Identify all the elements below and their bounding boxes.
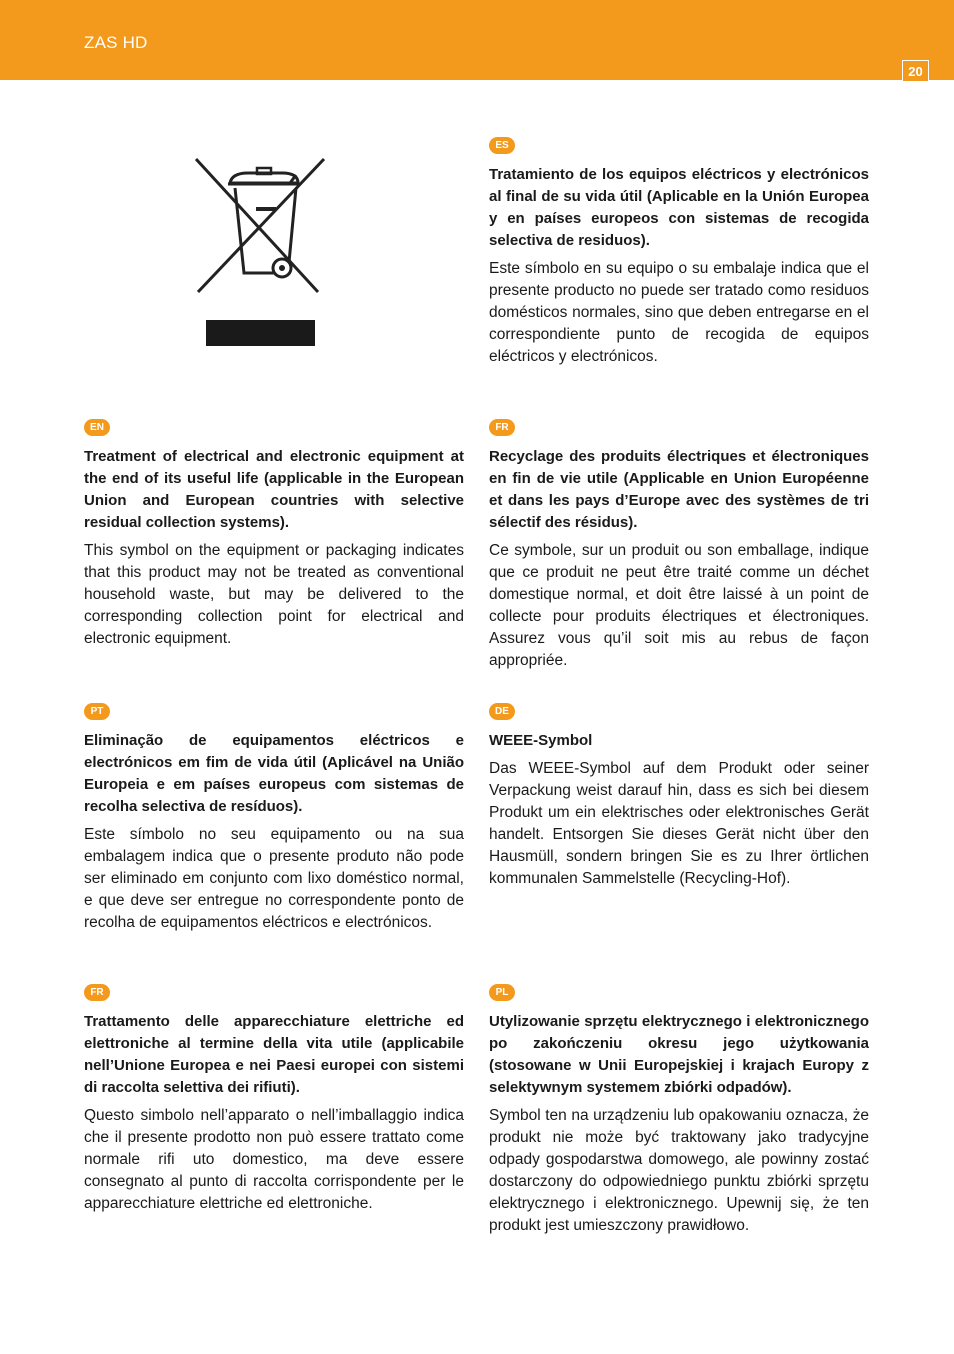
- section-en: [84, 417, 464, 650]
- language-badge: PL: [489, 984, 515, 1001]
- section-body: Este símbolo no seu equipamento ou na sua embalagem indica que o presente produto não pode ser eliminado em conjunto com lixo doméstico normal, e que deve ser entregue no correspondente ponto de recolha de equipamentos eléctricos e electrónicos.: [84, 826, 464, 931]
- header-title: ZAS HD: [84, 33, 148, 52]
- weee-crossed-out-bin-icon: [190, 155, 330, 350]
- section-body: Symbol ten na urządzeniu lub opakowaniu oznacza, że produkt nie może być traktowany jako tradycyjne odpady gospodarstwa domowego, ale powinny zostać dostarczony do odpowiedniego punktu zbiórki sprzętu elektrycznego i elektronicznego. Upewnij się, że ten produkt jest umieszczony prawidłowo.: [489, 1107, 869, 1234]
- section-body: Questo simbolo nell’apparato o nell’imballaggio indica che il presente prodotto non può essere trattato come normale rifi uto domestico, ma deve essere consegnato al punto di raccolta corrispondente per le apparecchiature elettriche ed elettroniche.: [84, 1107, 464, 1212]
- section-body: Ce symbole, sur un produit ou son emballage, indique que ce produit ne peut être traité comme un déchet domestique normal, et doit être laissé à un point de collecte pour produits électriques et électroniques. Assurez vous qu’il soit mis au rebus de façon appropriée.: [489, 542, 869, 669]
- section-fr: [489, 417, 869, 672]
- section-heading: Eliminação de equipamentos eléctricos e electrónicos em fim de vida útil (Aplicável na União Europeia e em países europeus com sistemas de recolha selectiva de resíduos).: [84, 732, 464, 815]
- section-heading: WEEE-Symbol: [489, 732, 593, 749]
- section-es: [489, 135, 869, 368]
- section-body: This symbol on the equipment or packaging indicates that this product may not be treated as conventional household waste, but may be delivered to the corresponding collection point for electrical and electronic equipment.: [84, 542, 464, 647]
- section-pt: [84, 701, 464, 934]
- language-badge: ES: [489, 137, 515, 154]
- language-badge: FR: [489, 419, 515, 436]
- section-pl: [489, 982, 869, 1237]
- section-heading: Utylizowanie sprzętu elektrycznego i elektronicznego po zakończeniu okresu jego użytkowania (stosowane w Unii Europejskiej i krajach Europy z selektywnym systemem zbiórki odpadów).: [489, 1013, 869, 1096]
- section-heading: Treatment of electrical and electronic equipment at the end of its useful life (applicable in the European Union and European countries with selective residual collection systems).: [84, 448, 464, 531]
- page-number: 20: [902, 60, 929, 82]
- language-badge: DE: [489, 703, 515, 720]
- section-body: Este símbolo en su equipo o su embalaje indica que el presente producto no puede ser tratado como residuos domésticos normales, sino que deben entregarse en el correspondiente punto de recogida de equipos eléctricos y electrónicos.: [489, 260, 869, 365]
- section-body: Das WEEE-Symbol auf dem Produkt oder seiner Verpackung weist darauf hin, dass es sich bei diesem Produkt um ein elektrisches oder elektronisches Gerät handelt. Entsorgen Sie dieses Gerät nicht über den Hausmüll, sondern bringen Sie es zu Ihrer örtlichen kommunalen Sammelstelle (Recycling-Hof).: [489, 760, 869, 887]
- language-badge: EN: [84, 419, 110, 436]
- language-badge: FR: [84, 984, 110, 1001]
- section-it: [84, 982, 464, 1215]
- section-heading: Trattamento delle apparecchiature elettriche ed elettroniche al termine della vita utile (applicabile nell’Unione Europea e nei Paesi europei con sistemi di raccolta selettiva dei rifiuti).: [84, 1013, 464, 1096]
- section-de: [489, 701, 869, 890]
- section-heading: Recyclage des produits électriques et électroniques en fin de vie utile (Applicable en Union Européenne et dans les pays d’Europe avec des systèmes de tri sélectif des résidus).: [489, 448, 869, 531]
- page-header: [0, 0, 954, 80]
- language-badge: PT: [84, 703, 110, 720]
- section-heading: Tratamiento de los equipos eléctricos y electrónicos al final de su vida útil (Aplicable en la Unión Europea y en países europeos con sistemas de recogida selectiva de residuos).: [489, 166, 869, 249]
